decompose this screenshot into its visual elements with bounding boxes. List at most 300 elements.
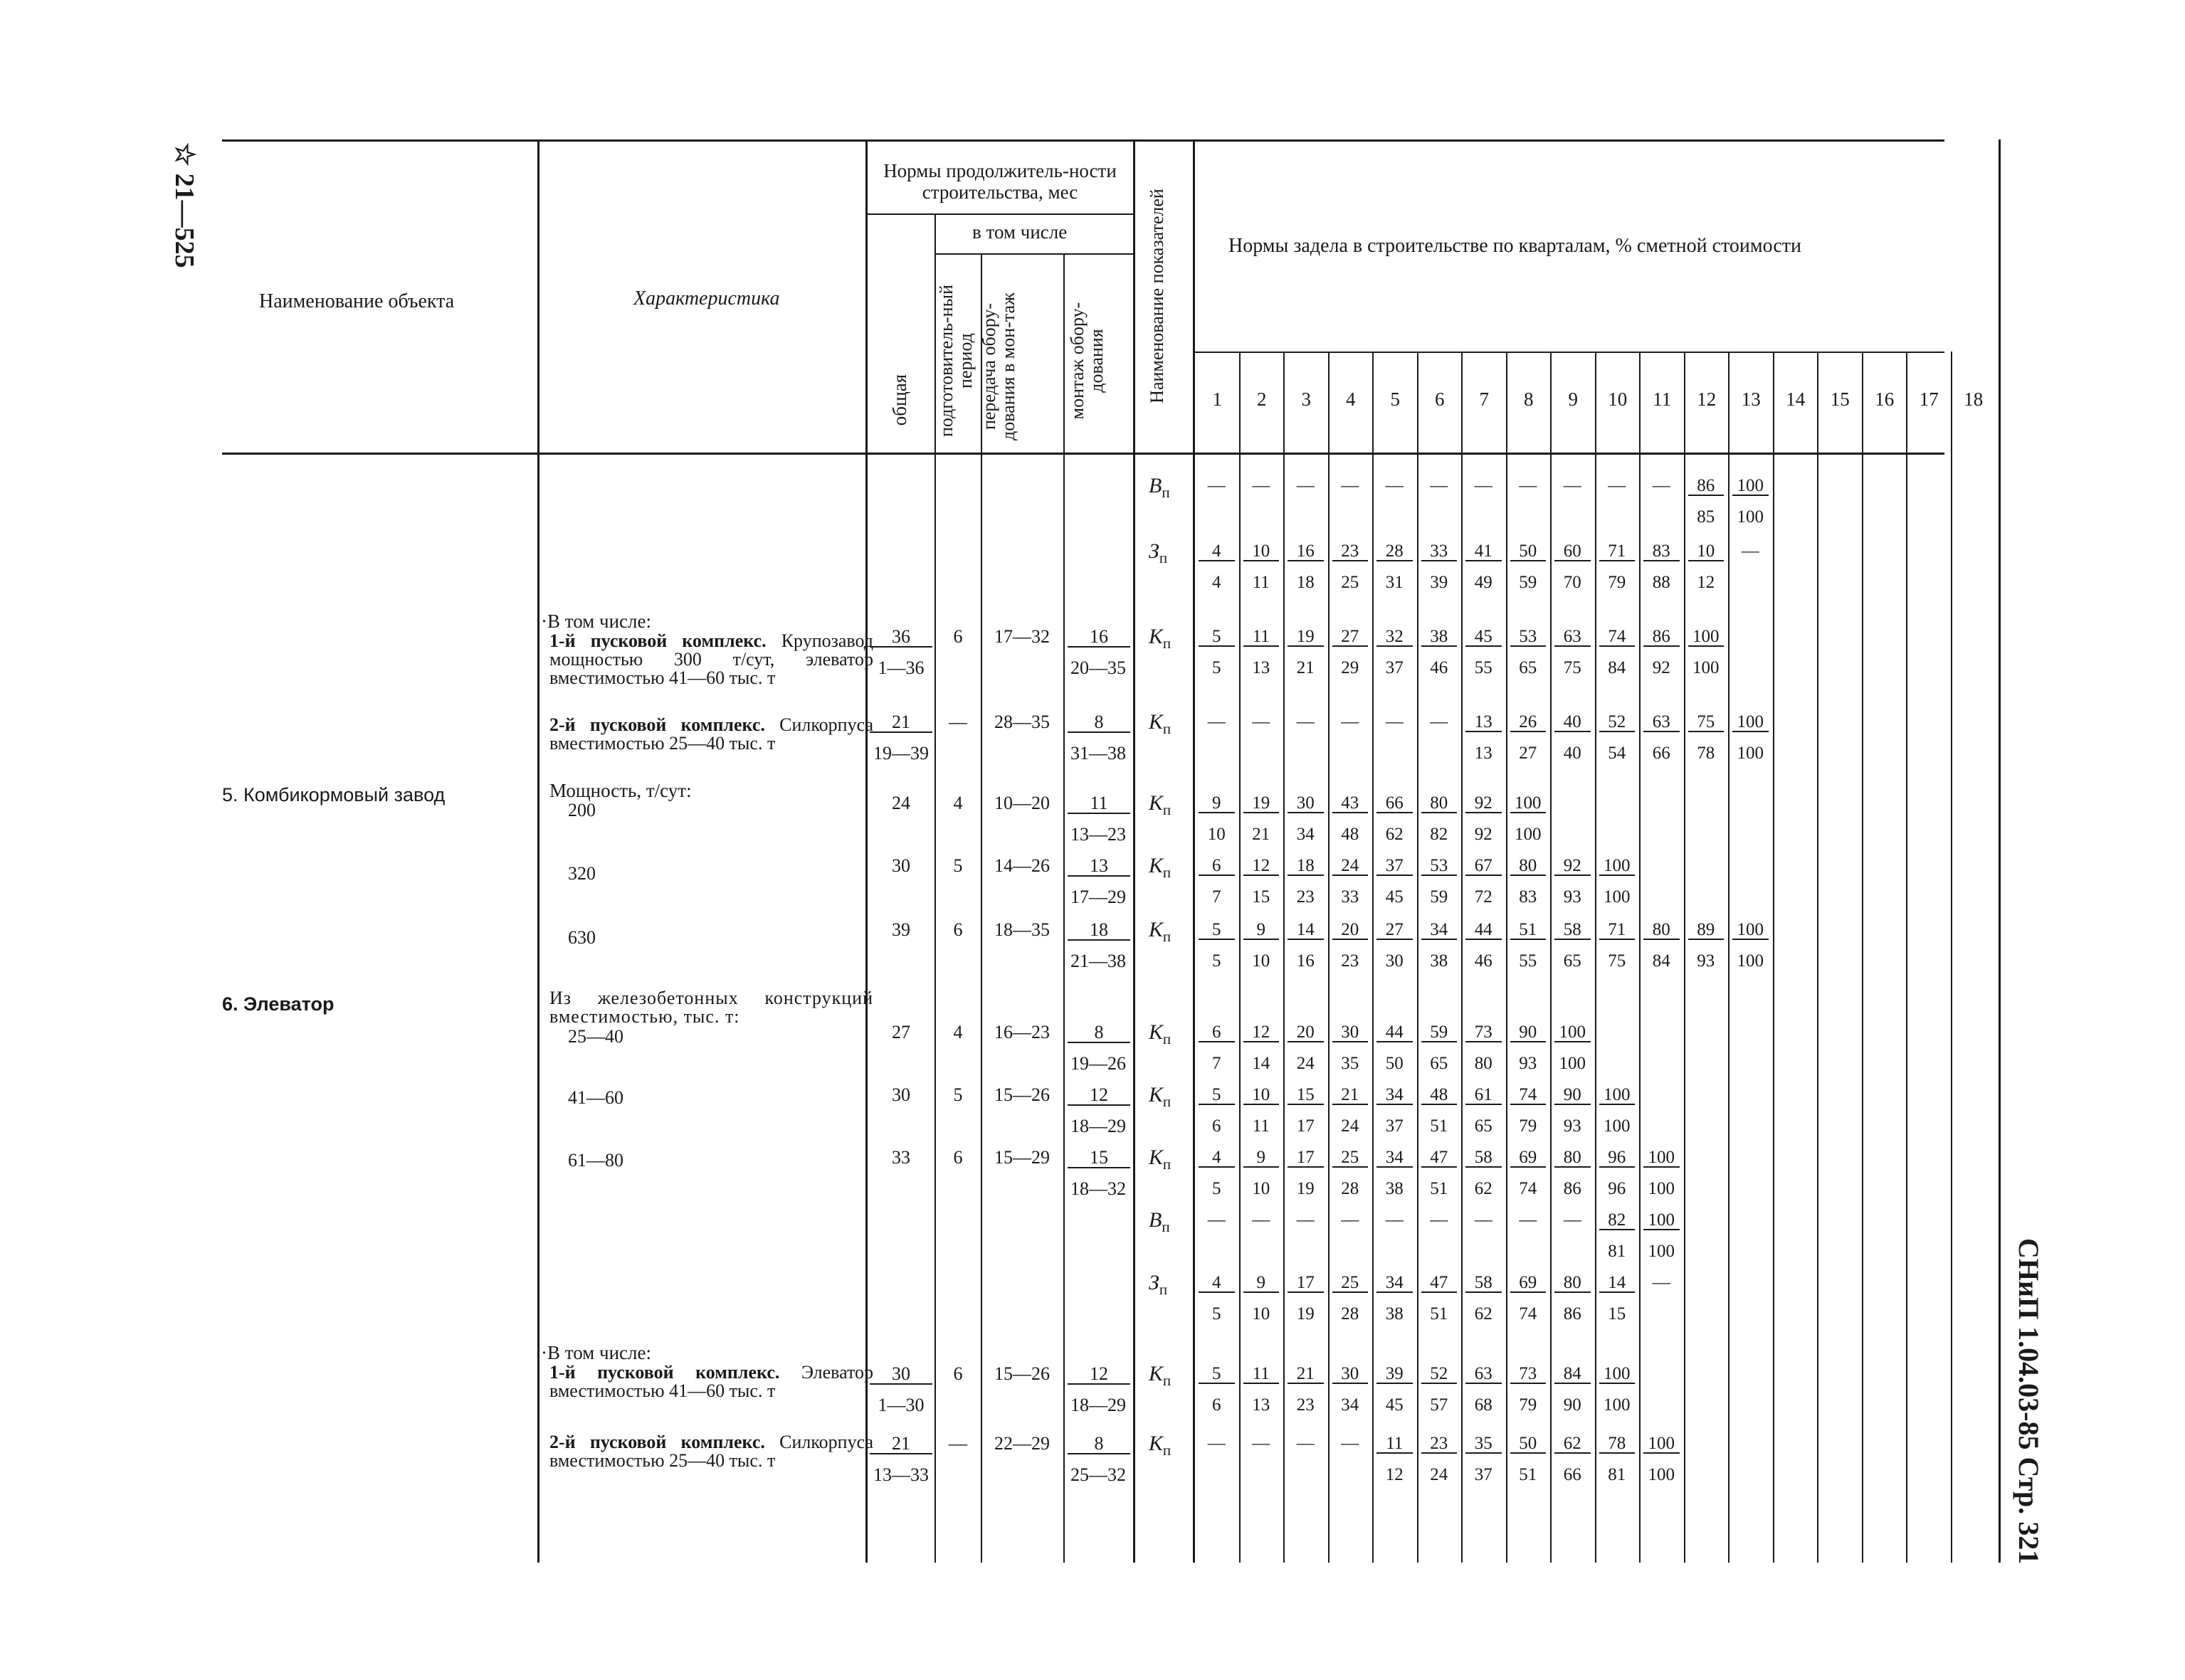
quarter-value-top: 50	[1510, 1435, 1547, 1454]
quarter-value-bottom: 59	[1519, 573, 1537, 592]
desc-power: Мощность, т/сут:	[549, 780, 692, 801]
desc-k2-text: Силкорпуса вместимостью 25—40 тыс. т	[549, 714, 873, 754]
quarter-value-top: 84	[1554, 1365, 1591, 1384]
quarter-value-bottom: 10	[1252, 1304, 1270, 1324]
indicator-letter: К	[1149, 1146, 1163, 1169]
indicator-label	[1149, 1271, 1167, 1299]
duration-prep: 6	[953, 1363, 963, 1384]
quarter-value-top: 25	[1332, 1148, 1369, 1168]
quarter-value-top: 58	[1465, 1274, 1502, 1293]
desc-k1-text: Крупозавод мощностью 300 т/сут, элеватор вместимостью 41—60 тыс. т	[549, 630, 874, 688]
quarter-value-bottom: 17	[1296, 1116, 1315, 1136]
quarter-value-top: 10	[1688, 542, 1725, 561]
quarter-value-bottom: 31	[1385, 573, 1404, 592]
duration-install-range: 18—32	[1070, 1178, 1126, 1199]
quarter-value-top: 48	[1421, 1086, 1458, 1105]
quarter-value-bottom: 66	[1563, 1465, 1581, 1484]
quarter-value-bottom: 18	[1296, 573, 1315, 592]
quarter-value-top: 100	[1732, 921, 1769, 940]
indicator-subscript: п	[1159, 549, 1168, 566]
duration-transfer: 10—20	[994, 793, 1050, 813]
quarter-value-bottom: 100	[1648, 1465, 1675, 1484]
quarter-separator	[1906, 352, 1907, 1563]
quarter-value-bottom: 15	[1608, 1304, 1626, 1324]
top-rule	[222, 139, 1944, 142]
duration-install: 13	[1068, 857, 1130, 877]
quarter-value-bottom: 27	[1519, 744, 1537, 763]
duration-prep: 4	[953, 793, 963, 813]
quarter-value-bottom: 24	[1430, 1465, 1448, 1484]
quarter-value-top: 100	[1732, 713, 1769, 732]
duration-total-range: 1—30	[878, 1395, 925, 1415]
quarter-value-bottom: 100	[1604, 1116, 1631, 1136]
quarter-header: 17	[1919, 389, 1939, 410]
quarter-value-bottom: 14	[1252, 1054, 1270, 1073]
indicator-subscript: п	[1162, 1030, 1172, 1047]
duration-total: 39	[892, 919, 910, 940]
desc-ek2	[549, 1433, 873, 1470]
quarter-value-top: 34	[1376, 1086, 1413, 1105]
duration-install: 15	[1068, 1148, 1130, 1168]
quarter-value-top: 6	[1199, 857, 1235, 876]
quarter-value-bottom: 39	[1430, 573, 1448, 592]
header-duration: Нормы продолжитель-ности строительства, мес	[883, 160, 1117, 203]
quarter-value-bottom: 38	[1430, 951, 1448, 971]
quarter-value-top: —	[1474, 476, 1492, 495]
quarter-value-top: 34	[1376, 1148, 1413, 1168]
quarter-value-top: 9	[1243, 1148, 1280, 1168]
quarter-value-top: —	[1430, 476, 1448, 495]
duration-prep: 6	[953, 626, 963, 647]
quarter-separator	[1862, 352, 1863, 1563]
quarter-value-bottom: 16	[1296, 951, 1315, 971]
quarter-value-top: 47	[1421, 1148, 1458, 1168]
quarter-value-bottom: 72	[1474, 887, 1492, 907]
footer-code: СНиП 1.04.03-85 Стр. 321	[2013, 1238, 2045, 1565]
quarter-value-top: 52	[1599, 713, 1636, 732]
quarter-value-bottom: 51	[1430, 1116, 1448, 1136]
quarter-value-top: 80	[1510, 857, 1547, 876]
quarter-value-bottom: 5	[1212, 951, 1221, 971]
quarter-value-bottom: 81	[1608, 1242, 1626, 1261]
duration-prep: —	[949, 1433, 967, 1454]
quarter-value-bottom: 10	[1252, 951, 1270, 971]
quarter-value-bottom: 11	[1252, 573, 1270, 592]
quarter-value-top: —	[1608, 476, 1626, 495]
quarter-value-top: 80	[1554, 1148, 1591, 1168]
duration-total: 30	[892, 855, 910, 876]
quarter-value-bottom: 46	[1430, 658, 1448, 677]
indicator-label	[1149, 539, 1167, 567]
quarter-value-top: 100	[1688, 628, 1725, 647]
quarter-value-top: 19	[1288, 628, 1324, 647]
quarter-value-top: 86	[1688, 477, 1725, 496]
header-transfer: передача обору-дования в мон-таж	[979, 292, 1019, 440]
indicator-letter: К	[1149, 1432, 1163, 1455]
quarter-separator	[1595, 352, 1596, 1563]
quarter-value-top: —	[1430, 1210, 1448, 1230]
quarter-value-top: —	[1296, 476, 1315, 495]
duration-install: 8	[1068, 1435, 1130, 1454]
duration-subrule	[865, 213, 1133, 215]
desc-ek2-text: Силкорпуса вместимостью 25—40 тыс. т	[549, 1432, 873, 1471]
quarter-value-top: 34	[1376, 1274, 1413, 1293]
quarter-value-bottom: 79	[1519, 1116, 1537, 1136]
quarter-value-top: —	[1341, 476, 1359, 495]
quarter-value-bottom: 45	[1385, 1395, 1404, 1415]
quarter-value-bottom: 51	[1430, 1304, 1448, 1324]
quarter-value-top: 92	[1554, 857, 1591, 876]
quarter-value-bottom: 65	[1474, 1116, 1492, 1136]
quarter-value-top: 83	[1643, 542, 1680, 561]
indicator-letter: В	[1149, 1208, 1162, 1232]
quarter-value-top: —	[1385, 476, 1404, 495]
quarter-value-top: 47	[1421, 1274, 1458, 1293]
quarter-value-top: 80	[1421, 794, 1458, 813]
duration-transfer: 15—26	[994, 1084, 1050, 1105]
quarter-value-top: 53	[1421, 857, 1458, 876]
quarter-value-top: 11	[1243, 628, 1280, 647]
duration-transfer: 22—29	[994, 1433, 1050, 1454]
desc-e61: 61—80	[568, 1150, 623, 1171]
quarter-header: 10	[1608, 389, 1628, 410]
quarter-value-top: 5	[1199, 1365, 1235, 1384]
quarter-value-top: 100	[1643, 1435, 1680, 1454]
quarter-value-top: 90	[1554, 1086, 1591, 1105]
duration-total: 30	[870, 1365, 932, 1385]
header-install: монтаж обору-дования	[1067, 302, 1107, 420]
indicator-label	[1149, 1432, 1171, 1459]
quarter-header: 9	[1568, 389, 1578, 410]
quarter-value-bottom: 80	[1474, 1054, 1492, 1073]
indicator-label	[1149, 474, 1170, 502]
quarter-value-top: 100	[1554, 1023, 1591, 1042]
vline-right	[1999, 139, 2001, 1563]
quarter-value-bottom: 38	[1385, 1304, 1404, 1324]
quarter-value-bottom: 84	[1608, 658, 1626, 677]
desc-p320: 320	[568, 863, 596, 884]
quarter-value-top: 20	[1288, 1023, 1324, 1042]
quarter-value-top: 30	[1332, 1365, 1369, 1384]
quarter-value-top: 63	[1554, 628, 1591, 647]
quarter-value-top: 100	[1510, 794, 1547, 813]
quarter-value-top: —	[1519, 1210, 1537, 1230]
quarter-value-top: 32	[1376, 628, 1413, 647]
quarter-value-bottom: 65	[1430, 1054, 1448, 1073]
quarter-value-top: —	[1385, 712, 1404, 731]
quarter-value-bottom: 55	[1474, 658, 1492, 677]
quarter-value-bottom: 37	[1385, 658, 1404, 677]
quarter-value-bottom: 5	[1212, 1304, 1221, 1324]
desc-k2	[549, 716, 873, 753]
quarter-value-bottom: 33	[1341, 887, 1359, 907]
indicator-subscript: п	[1162, 1156, 1172, 1173]
quarter-value-top: 52	[1421, 1365, 1458, 1384]
quarter-value-bottom: 84	[1652, 951, 1670, 971]
quarter-value-top: 74	[1599, 628, 1636, 647]
quarter-value-bottom: 21	[1296, 658, 1315, 677]
quarter-separator	[1328, 352, 1330, 1563]
quarter-value-top: 19	[1243, 794, 1280, 813]
quarter-value-top: 12	[1243, 857, 1280, 876]
quarter-value-top: 27	[1332, 628, 1369, 647]
duration-prep: 5	[953, 1084, 963, 1105]
quarter-value-bottom: 88	[1652, 573, 1670, 592]
indicator-subscript: п	[1162, 635, 1172, 652]
quarter-separator	[1728, 352, 1729, 1563]
quarter-value-top: 4	[1199, 542, 1235, 561]
quarter-value-top: 50	[1510, 542, 1547, 561]
vline-indicator	[1193, 139, 1195, 1563]
indicator-label	[1149, 1208, 1170, 1236]
indicator-subscript: п	[1162, 720, 1172, 737]
quarter-value-top: 9	[1199, 794, 1235, 813]
duration-install-range: 18—29	[1070, 1395, 1126, 1415]
quarter-value-top: 28	[1376, 542, 1413, 561]
duration-total-range: 19—39	[873, 743, 929, 764]
quarter-value-bottom: 92	[1474, 825, 1492, 844]
quarter-value-top: 62	[1554, 1435, 1591, 1454]
quarter-value-bottom: 100	[1604, 887, 1631, 907]
quarter-value-top: —	[1430, 712, 1448, 731]
duration-install: 8	[1068, 713, 1130, 733]
quarter-separator	[1372, 352, 1374, 1563]
quarter-value-top: 5	[1199, 921, 1235, 940]
quarter-value-bottom: 93	[1697, 951, 1715, 971]
duration-install-range: 31—38	[1070, 743, 1126, 764]
quarter-value-top: 33	[1421, 542, 1458, 561]
quarter-value-top: —	[1741, 541, 1759, 561]
quarter-value-bottom: 57	[1430, 1395, 1448, 1415]
quarter-value-bottom: 90	[1563, 1395, 1581, 1415]
quarter-value-top: 26	[1510, 713, 1547, 732]
quarter-value-top: —	[1519, 476, 1537, 495]
quarter-header: 14	[1786, 389, 1806, 410]
duration-install-range: 18—29	[1070, 1116, 1126, 1136]
indicator-subscript: п	[1162, 928, 1172, 945]
quarter-value-bottom: 6	[1212, 1395, 1221, 1415]
duration-total: 33	[892, 1147, 910, 1168]
quarter-value-bottom: 93	[1563, 887, 1581, 907]
indicator-subscript: п	[1162, 484, 1170, 501]
quarter-header: 18	[1964, 389, 1984, 410]
quarter-value-bottom: 21	[1252, 825, 1270, 844]
quarter-header: 11	[1653, 389, 1672, 410]
quarter-value-bottom: 75	[1563, 658, 1581, 677]
vline-name	[537, 139, 539, 1563]
quarter-value-bottom: 45	[1385, 887, 1404, 907]
quarter-value-bottom: 83	[1519, 887, 1537, 907]
quarter-value-top: 90	[1510, 1023, 1547, 1042]
quarter-separator	[1639, 352, 1641, 1563]
header-name: Наименование объекта	[259, 290, 455, 312]
quarter-value-bottom: 15	[1252, 887, 1270, 907]
quarter-value-bottom: 23	[1341, 951, 1359, 971]
duration-transfer: 15—29	[994, 1147, 1050, 1168]
quarter-value-bottom: 100	[1692, 658, 1720, 677]
quarter-value-bottom: 23	[1296, 1395, 1315, 1415]
duration-transfer: 18—35	[994, 919, 1050, 940]
quarter-value-bottom: 7	[1212, 1054, 1221, 1073]
quarter-value-top: —	[1207, 476, 1226, 495]
quarter-value-top: 86	[1643, 628, 1680, 647]
quarter-value-top: 12	[1243, 1023, 1280, 1042]
desc-ek1-title: 1-й пусковой комплекс.	[549, 1362, 780, 1383]
quarter-value-bottom: 50	[1385, 1054, 1404, 1073]
quarter-value-top: 63	[1465, 1365, 1502, 1384]
quarter-value-top: —	[1296, 1210, 1315, 1230]
quarter-separator	[1506, 352, 1507, 1563]
duration-total-range: 13—33	[873, 1464, 929, 1485]
quarter-value-bottom: 12	[1697, 573, 1715, 592]
indicator-subscript: п	[1162, 1372, 1172, 1389]
duration-total: 21	[870, 713, 932, 733]
duration-total: 36	[870, 628, 932, 648]
duration-install: 11	[1068, 794, 1130, 814]
quarter-value-bottom: 10	[1207, 825, 1226, 844]
duration-transfer: 17—32	[994, 626, 1050, 647]
quarter-value-bottom: 59	[1430, 887, 1448, 907]
duration-transfer: 28—35	[994, 712, 1050, 732]
quarter-header: 8	[1524, 389, 1534, 410]
quarter-value-bottom: 100	[1648, 1179, 1675, 1198]
quarter-value-top: 74	[1510, 1086, 1547, 1105]
quarter-value-bottom: 6	[1212, 1116, 1221, 1136]
indicator-subscript: п	[1159, 1281, 1168, 1298]
quarter-value-bottom: 5	[1212, 658, 1221, 677]
quarter-value-top: 45	[1465, 628, 1502, 647]
quarter-value-top: 71	[1599, 542, 1636, 561]
vline-transfer	[1063, 253, 1065, 1563]
quarter-value-bottom: 51	[1430, 1179, 1448, 1198]
quarter-header: 2	[1257, 389, 1267, 410]
duration-install-range: 17—29	[1070, 887, 1126, 907]
quarter-value-top: 71	[1599, 921, 1636, 940]
quarter-value-top: —	[1207, 1210, 1226, 1230]
duration-prep: 5	[953, 855, 963, 876]
desc-v-tom-2: ·В том числе:	[541, 1342, 651, 1363]
quarter-value-bottom: 25	[1341, 573, 1359, 592]
object-6: 6. Элеватор	[222, 993, 335, 1015]
quarter-value-top: 78	[1599, 1435, 1636, 1454]
quarter-value-bottom: 100	[1737, 744, 1764, 763]
desc-elev: Из железобетонных конструкций вместимостью, тыс. т:	[549, 988, 873, 1027]
in-total-subrule	[934, 253, 1133, 255]
quarter-header: 6	[1435, 389, 1445, 410]
quarter-value-top: —	[1474, 1210, 1492, 1230]
quarter-value-top: 69	[1510, 1274, 1547, 1293]
quarter-value-bottom: 34	[1296, 825, 1315, 844]
quarter-value-top: 100	[1599, 1086, 1636, 1105]
quarter-value-top: 23	[1421, 1435, 1458, 1454]
quarter-header: 1	[1212, 389, 1222, 410]
quarter-value-bottom: 13	[1474, 744, 1492, 763]
duration-install-range: 25—32	[1070, 1464, 1126, 1485]
quarter-value-top: 41	[1465, 542, 1502, 561]
quarter-value-top: 30	[1332, 1023, 1369, 1042]
quarter-value-top: —	[1341, 1434, 1359, 1453]
quarter-value-bottom: 23	[1296, 887, 1315, 907]
quarter-separator	[1550, 352, 1552, 1563]
quarter-value-top: 60	[1554, 542, 1591, 561]
quarter-value-bottom: 66	[1652, 744, 1670, 763]
quarter-value-bottom: 35	[1341, 1054, 1359, 1073]
quarter-value-top: 18	[1288, 857, 1324, 876]
duration-install: 12	[1068, 1365, 1130, 1385]
quarter-value-top: —	[1296, 712, 1315, 731]
quarter-value-top: —	[1252, 712, 1270, 731]
desc-e41: 41—60	[568, 1087, 623, 1108]
quarter-value-top: 30	[1288, 794, 1324, 813]
quarter-value-bottom: 68	[1474, 1395, 1492, 1415]
quarter-value-top: 38	[1421, 628, 1458, 647]
header-in-total: в том числе	[972, 221, 1068, 243]
quarter-value-bottom: 96	[1608, 1179, 1626, 1198]
duration-transfer: 16—23	[994, 1022, 1050, 1042]
quarter-value-top: 34	[1421, 921, 1458, 940]
quarter-value-top: 25	[1332, 1274, 1369, 1293]
quarter-value-top: 5	[1199, 1086, 1235, 1105]
quarter-value-top: —	[1207, 1434, 1226, 1453]
vline-char	[865, 139, 868, 1563]
quarter-value-top: —	[1385, 1210, 1404, 1230]
quarter-value-top: 14	[1288, 921, 1324, 940]
indicator-letter: К	[1149, 918, 1163, 941]
quarter-value-bottom: 93	[1563, 1116, 1581, 1136]
duration-total: 27	[892, 1022, 910, 1042]
quarter-value-bottom: 51	[1519, 1465, 1537, 1484]
quarter-value-top: 10	[1243, 1086, 1280, 1105]
quarter-value-top: 4	[1199, 1148, 1235, 1168]
quarter-value-bottom: 24	[1296, 1054, 1315, 1073]
quarter-value-bottom: 78	[1697, 744, 1715, 763]
duration-prep: 6	[953, 919, 963, 940]
duration-prep: 6	[953, 1147, 963, 1168]
header-prep: подготовитель-ный период	[936, 285, 976, 437]
quarter-value-top: 73	[1465, 1023, 1502, 1042]
duration-total-range: 1—36	[878, 657, 925, 678]
indicator-letter: В	[1149, 474, 1162, 497]
duration-install-range: 21—38	[1070, 951, 1126, 971]
quarter-value-top: 4	[1199, 1274, 1235, 1293]
vline-install	[1133, 139, 1135, 1563]
duration-install-range: 20—35	[1070, 657, 1126, 678]
duration-total: 21	[870, 1435, 932, 1454]
quarter-value-top: 13	[1465, 713, 1502, 732]
quarter-value-top: 11	[1376, 1435, 1413, 1454]
quarter-value-bottom: 55	[1519, 951, 1537, 971]
quarter-header: 16	[1875, 389, 1895, 410]
duration-install-range: 13—23	[1070, 824, 1126, 845]
indicator-subscript: п	[1162, 1442, 1172, 1459]
quarter-value-bottom: 100	[1648, 1242, 1675, 1261]
desc-ek2-title: 2-й пусковой комплекс.	[549, 1432, 765, 1452]
quarter-value-top: 37	[1376, 857, 1413, 876]
quarter-value-bottom: 40	[1563, 744, 1581, 763]
desc-k1-title: 1-й пусковой комплекс.	[549, 630, 767, 651]
quarter-header: 4	[1346, 389, 1356, 410]
indicator-label	[1149, 1146, 1171, 1173]
quarter-value-top: 14	[1599, 1274, 1636, 1293]
indicator-label	[1149, 625, 1171, 653]
desc-k2-title: 2-й пусковой комплекс.	[549, 714, 765, 735]
quarter-value-top: 16	[1288, 542, 1324, 561]
indicator-label	[1149, 918, 1171, 946]
quarter-value-bottom: 37	[1474, 1465, 1492, 1484]
quarter-value-bottom: 79	[1519, 1395, 1537, 1415]
quarter-value-top: —	[1207, 712, 1226, 731]
indicator-subscript: п	[1162, 864, 1172, 881]
